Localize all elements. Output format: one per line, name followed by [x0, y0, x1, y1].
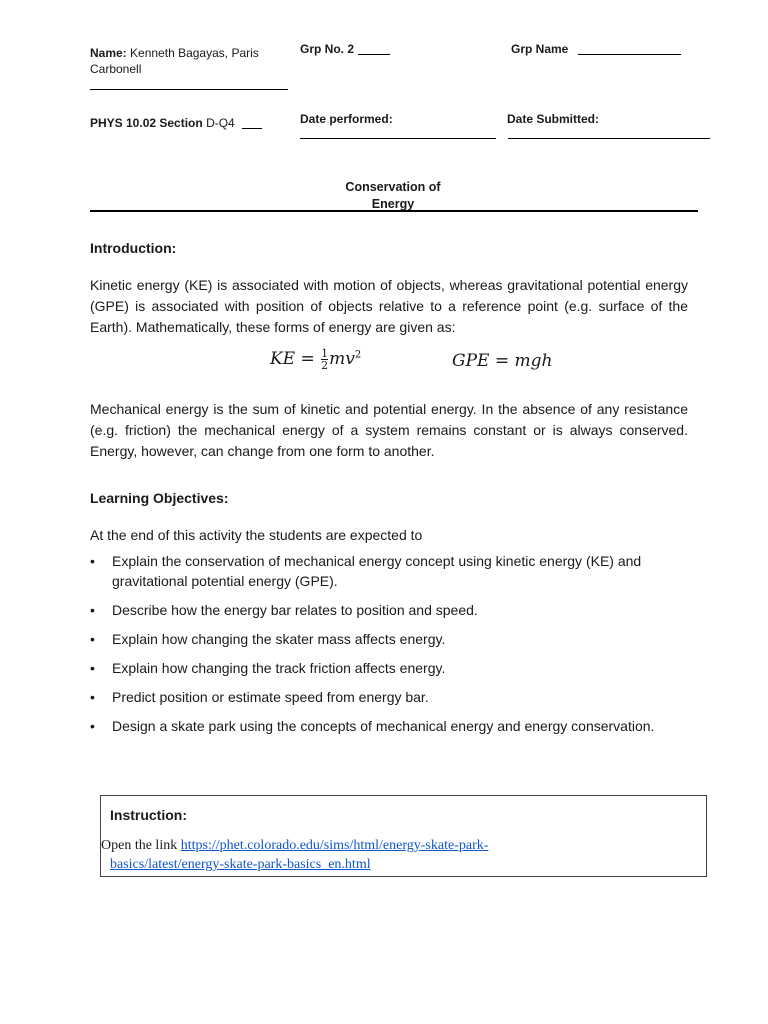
objectives-intro: At the end of this activity the students are expected to: [90, 527, 423, 543]
date-performed-underline: [300, 138, 496, 139]
section-value: D-Q4: [206, 116, 235, 130]
introduction-heading: Introduction:: [90, 240, 177, 256]
objective-item: • Explain how changing the skater mass affects energy.: [90, 629, 690, 649]
instruction-text: [101, 836, 701, 874]
section-field: [90, 115, 235, 131]
objective-item: • Explain the conservation of mechanical energy concept using kinetic energy (KE) and gravitational potential energy (GPE).: [90, 551, 690, 591]
date-submitted-label: Date Submitted:: [507, 112, 600, 126]
name-field: [90, 45, 290, 77]
title-line1: Conservation of: [345, 180, 441, 194]
introduction-paragraph-1: Kinetic energy (KE) is associated with motion of objects, whereas gravitational potential energy (GPE) is associated with position of objects relative to a reference point (e.g. surface of the Earth). Mathematically, these forms of energy are given as:: [90, 277, 688, 335]
objectives-heading: Learning Objectives:: [90, 490, 229, 506]
gravitational-potential-energy-formula: GPE = mgh: [452, 351, 553, 371]
simulation-link-continued[interactable]: basics/latest/energy-skate-park-basics_en.html: [110, 857, 371, 872]
objective-item: • Describe how the energy bar relates to position and speed.: [90, 600, 690, 620]
title-line2: Energy: [371, 197, 415, 211]
title-rule: [90, 210, 698, 212]
objective-item: • Predict position or estimate speed from energy bar.: [90, 687, 690, 707]
one-half-fraction: $\frac{1}{2}$: [321, 347, 329, 372]
simulation-link[interactable]: https://phet.colorado.edu/sims/html/energy-skate-park-: [180, 838, 489, 853]
section-underline: [242, 128, 262, 129]
instruction-heading: Instruction:: [110, 807, 187, 823]
group-number: Grp No. 2: [300, 42, 355, 56]
section-label: PHYS 10.02 Section: [90, 116, 203, 130]
kinetic-energy-formula: KE = $\frac{1}{2}$ $mv^2$: [270, 347, 362, 372]
introduction-paragraph-2: Mechanical energy is the sum of kinetic and potential energy. In the absence of any resistance (e.g. friction) the mechanical energy of a system remains constant or is always conserved. Energy, however, can change from one form to another.: [90, 401, 688, 459]
name-value-line2: Carbonell: [90, 62, 142, 76]
objectives-list: [90, 551, 690, 745]
objective-item: • Design a skate park using the concepts of mechanical energy and energy conservation.: [90, 716, 690, 736]
instruction-prefix: Open the link: [101, 838, 178, 853]
date-submitted-underline: [508, 138, 710, 139]
name-underline: [90, 89, 288, 90]
group-name-underline: [578, 54, 681, 55]
document-title: [0, 179, 768, 213]
date-performed-label: Date performed:: [300, 112, 393, 126]
name-label: Name:: [90, 46, 127, 60]
name-value-line1: Kenneth Bagayas, Paris: [130, 46, 259, 60]
group-name-label: Grp Name: [511, 42, 569, 56]
group-number-underline: [358, 54, 390, 55]
objective-item: • Explain how changing the track friction affects energy.: [90, 658, 690, 678]
